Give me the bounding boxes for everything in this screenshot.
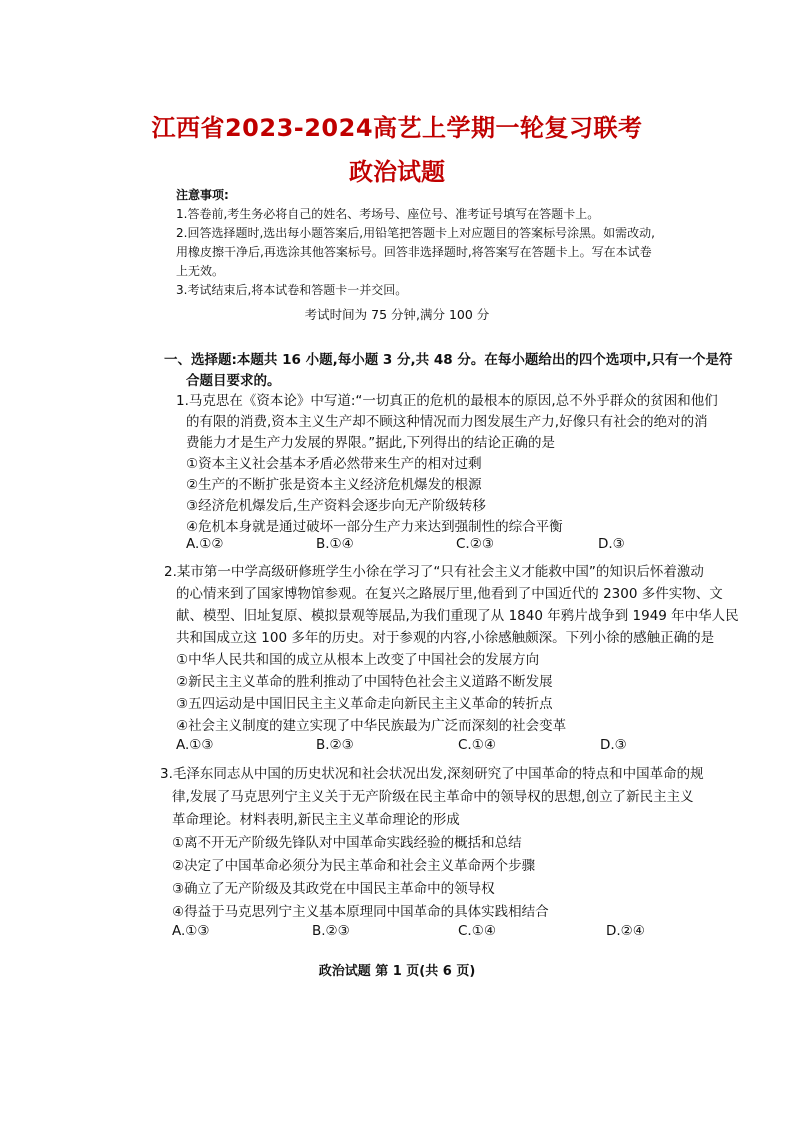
notice-line: 上无效。 [176,264,225,278]
q3-item: ③确立了无产阶级及其政党在中国民主革命中的领导权 [172,881,495,897]
q3-stem: 律,发展了马克思列宁主义关于无产阶级在民主革命中的领导权的思想,创立了新民主主义 [172,789,694,805]
q2-option-d: D.③ [600,737,627,753]
section-heading-cont: 合题目要求的。 [186,373,281,389]
notice-line: 2.回答选择题时,选出每小题答案后,用铅笔把答题卡上对应题目的答案标号涂黑。如需改动, [176,226,655,240]
q2-option-a: A.①③ [176,737,214,753]
q3-option-c: C.①④ [458,923,496,939]
q1-stem: 1.马克思在《资本论》中写道:“一切真正的危机的最根本的原因,总不外乎群众的贫困和他们 [176,393,718,409]
q2-item: ③五四运动是中国旧民主主义革命走向新民主主义革命的转折点 [176,696,553,712]
q1-item: ②生产的不断扩张是资本主义经济危机爆发的根源 [186,477,482,493]
q1-option-c: C.②③ [456,536,494,552]
q1-option-b: B.①④ [316,536,354,552]
notice-line: 1.答卷前,考生务必将自己的姓名、考场号、座位号、准考证号填写在答题卡上。 [176,207,600,221]
q2-item: ②新民主主义革命的胜利推动了中国特色社会主义道路不断发展 [176,674,553,690]
q3-option-d: D.②④ [606,923,645,939]
q3-option-b: B.②③ [312,923,350,939]
q1-option-d: D.③ [598,536,625,552]
q3-option-a: A.①③ [172,923,210,939]
notice-line: 3.考试结束后,将本试卷和答题卡一并交回。 [176,283,408,297]
q3-item: ①离不开无产阶级先锋队对中国革命实践经验的概括和总结 [172,835,522,851]
q2-option-c: C.①④ [458,737,496,753]
q2-option-b: B.②③ [316,737,354,753]
notice-block [176,186,696,300]
q1-stem: 费能力才是生产力发展的界限。”据此,下列得出的结论正确的是 [186,435,556,451]
q1-item: ①资本主义社会基本矛盾必然带来生产的相对过剩 [186,456,482,472]
exam-subtitle: 政治试题 [349,158,445,186]
q2-item: ①中华人民共和国的成立从根本上改变了中国社会的发展方向 [176,652,540,668]
exam-title: 江西省2023-2024高艺上学期一轮复习联考 [151,114,643,142]
q2-item: ④社会主义制度的建立实现了中华民族最为广泛而深刻的社会变革 [176,718,567,734]
q1-stem: 的有限的消费,资本主义生产却不顾这种情况而力图发展生产力,好像只有社会的绝对的消 [186,414,708,430]
q3-stem: 革命理论。材料表明,新民主主义革命理论的形成 [172,812,460,828]
q2-stem: 2.某市第一中学高级研修班学生小徐在学习了“只有社会主义才能救中国”的知识后怀着激动 [164,564,704,580]
q1-item: ④危机本身就是通过破坏一部分生产力来达到强制性的综合平衡 [186,519,563,535]
notice-line: 用橡皮擦干净后,再选涂其他答案标号。回答非选择题时,将答案写在答题卡上。写在本试卷 [176,245,652,259]
q3-item: ④得益于马克思列宁主义基本原理同中国革命的具体实践相结合 [172,904,549,920]
q2-stem: 的心情来到了国家博物馆参观。在复兴之路展厅里,他看到了中国近代的 2300 多件实物、文 [176,586,723,602]
notice-heading: 注意事项: [176,188,229,202]
q2-stem: 共和国成立这 100 多年的历史。对于参观的内容,小徐感触颇深。下列小徐的感触正确的是 [176,630,715,646]
exam-time: 考试时间为 75 分钟,满分 100 分 [304,307,490,322]
q3-stem: 3.毛泽东同志从中国的历史状况和社会状况出发,深刻研究了中国革命的特点和中国革命的规 [160,766,704,782]
q3-item: ②决定了中国革命必须分为民主革命和社会主义革命两个步骤 [172,858,536,874]
q2-stem: 献、模型、旧址复原、模拟景观等展品,为我们重现了从 1840 年鸦片战争到 1949 年中华人民 [176,608,739,624]
q1-item: ③经济危机爆发后,生产资料会逐步向无产阶级转移 [186,498,486,514]
page-footer: 政治试题 第 1 页(共 6 页) [318,964,476,979]
section-heading: 一、选择题:本题共 16 小题,每小题 3 分,共 48 分。在每小题给出的四个选项中,只有一个是符 [164,352,733,368]
q1-option-a: A.①② [186,536,224,552]
